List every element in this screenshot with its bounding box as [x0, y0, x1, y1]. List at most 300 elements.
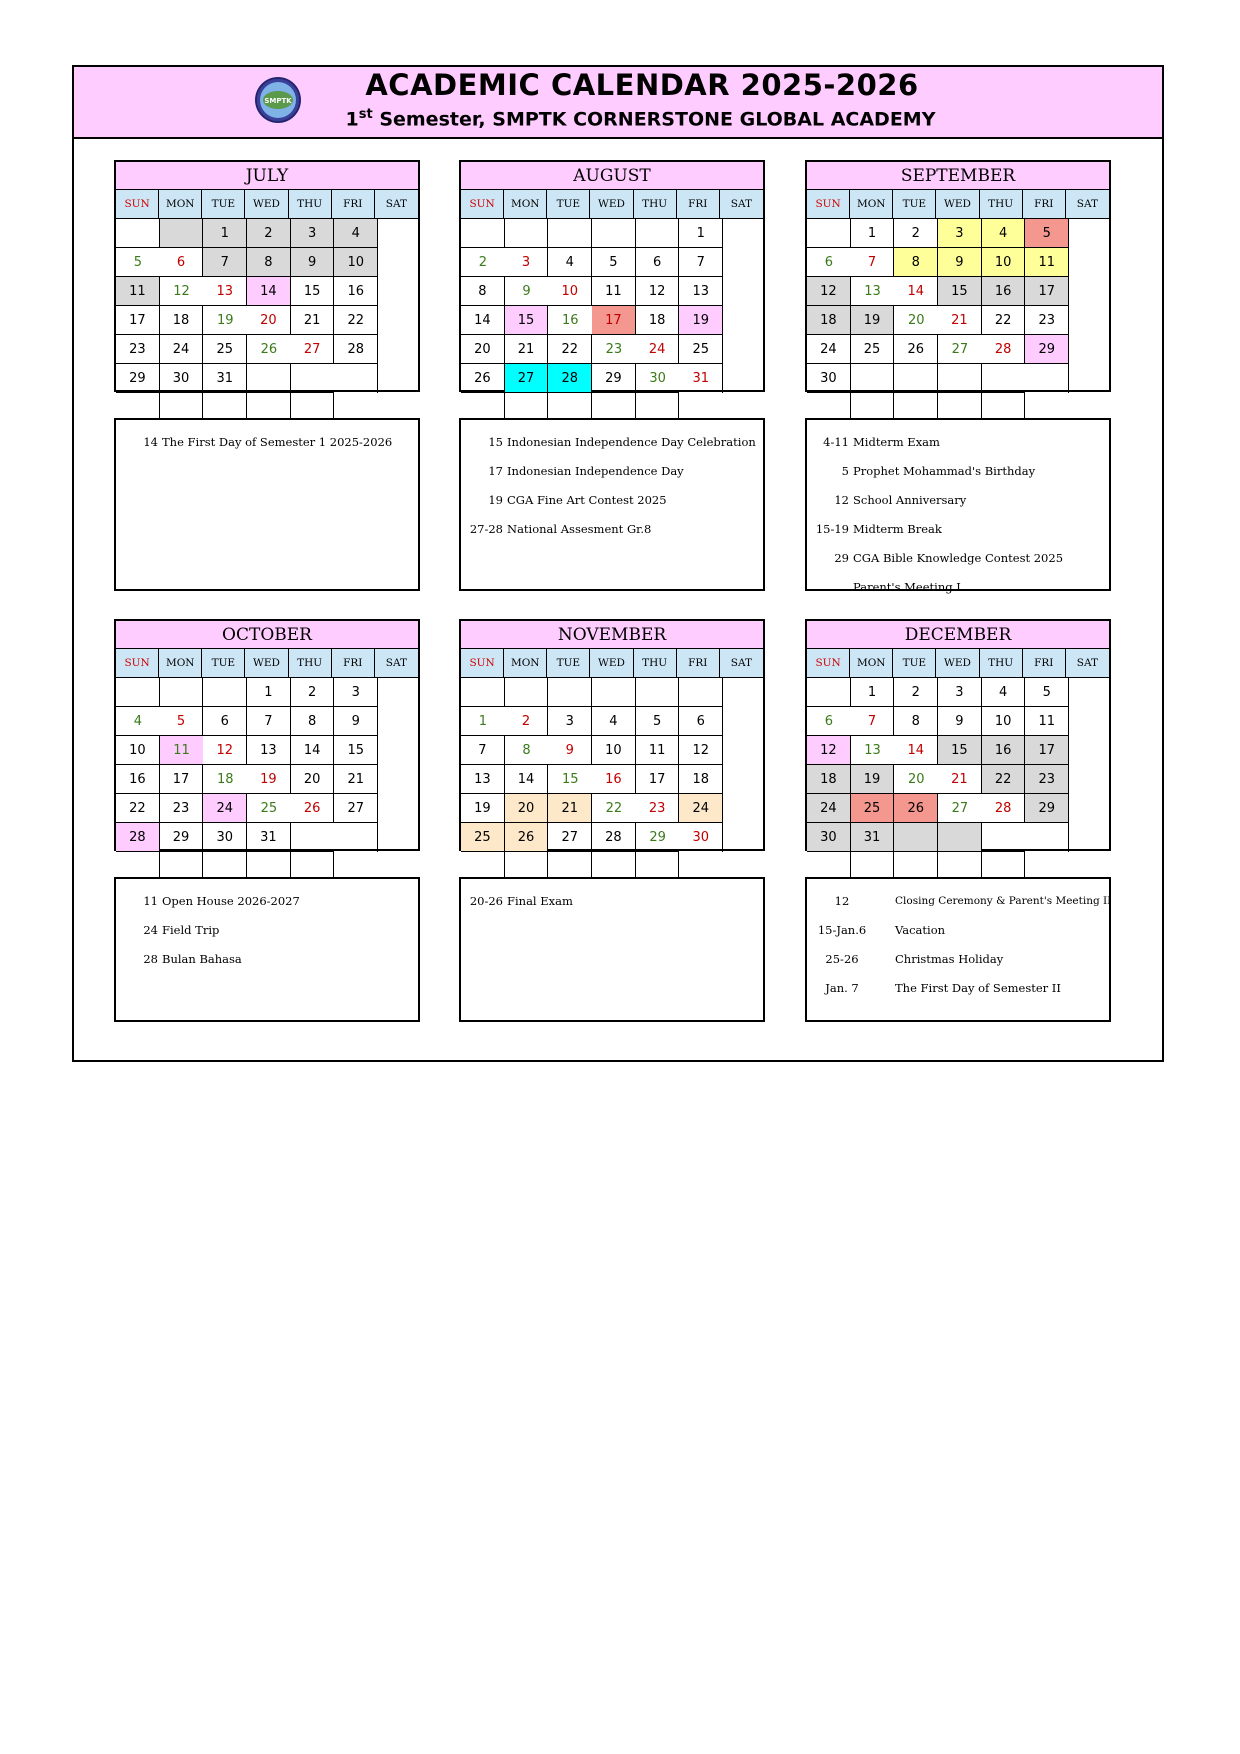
day-cell: 23: [116, 335, 160, 364]
weekday-tue: TUE: [893, 190, 936, 218]
day-cell: 3: [505, 248, 549, 277]
empty-cell: [247, 364, 291, 393]
weekday-sun: SUN: [807, 190, 850, 218]
day-grid: [807, 678, 1109, 881]
weekday-mon: MON: [159, 649, 202, 677]
day-cell: 24: [636, 335, 680, 364]
events-november: [459, 877, 765, 1022]
day-cell: 16: [548, 306, 592, 335]
weekday-sat: SAT: [385, 198, 408, 210]
day-cell: 18: [203, 765, 247, 794]
day-cell: 31: [203, 364, 247, 393]
empty-cell: [1025, 823, 1069, 852]
day-grid: [807, 219, 1109, 422]
empty-cell: [592, 219, 636, 248]
weekday-sat: SAT: [730, 198, 753, 210]
day-cell: 11: [160, 736, 204, 765]
day-cell: 27: [938, 794, 982, 823]
day-cell: 19: [851, 765, 895, 794]
empty-cell: [894, 364, 938, 393]
weekday-header: [461, 190, 763, 219]
empty-cell: [334, 364, 378, 393]
day-cell: 14: [247, 277, 291, 306]
day-cell: 7: [203, 248, 247, 277]
day-cell: 30: [160, 364, 204, 393]
day-cell: 10: [982, 707, 1026, 736]
day-cell: 8: [247, 248, 291, 277]
empty-cell: [807, 219, 851, 248]
event-item: [461, 432, 763, 452]
weekday-thu: THU: [634, 649, 677, 677]
day-cell: 15: [291, 277, 335, 306]
weekday-sun: SUN: [116, 649, 159, 677]
day-cell: 8: [894, 707, 938, 736]
day-cell: 17: [592, 306, 636, 335]
event-text: The First Day of Semester 1 2025-2026: [162, 435, 393, 449]
event-text: Final Exam: [507, 894, 573, 908]
day-cell: 10: [982, 248, 1026, 277]
day-cell: 24: [160, 335, 204, 364]
day-cell: 8: [894, 248, 938, 277]
day-cell: 15: [334, 736, 378, 765]
event-item: [807, 490, 1109, 510]
day-cell: 23: [636, 794, 680, 823]
day-cell: 4: [548, 248, 592, 277]
day-cell: 30: [203, 823, 247, 852]
day-cell: 25: [203, 335, 247, 364]
day-cell: 14: [894, 277, 938, 306]
day-cell: 9: [334, 707, 378, 736]
weekday-sat: SAT: [1076, 198, 1099, 210]
event-item: [116, 891, 418, 911]
event-item: [807, 519, 1109, 539]
event-text: Field Trip: [162, 923, 220, 937]
day-cell: 11: [1025, 248, 1069, 277]
day-cell: 5: [160, 707, 204, 736]
day-cell: 10: [116, 736, 160, 765]
weekday-wed: WED: [936, 190, 979, 218]
day-cell: 2: [247, 219, 291, 248]
weekday-tue: TUE: [547, 190, 590, 218]
empty-cell: [807, 678, 851, 707]
weekday-sun: SUN: [116, 190, 159, 218]
event-item: [807, 577, 1109, 597]
weekday-fri: FRI: [677, 649, 720, 677]
day-cell: 14: [461, 306, 505, 335]
month-name: SEPTEMBER: [807, 162, 1109, 190]
day-cell: 22: [982, 306, 1026, 335]
day-cell: 24: [807, 794, 851, 823]
weekday-fri: FRI: [1023, 649, 1066, 677]
day-cell: 28: [982, 335, 1026, 364]
empty-cell: [116, 219, 160, 248]
event-item: [807, 461, 1109, 481]
day-cell: 27: [505, 364, 549, 393]
event-text: CGA Bible Knowledge Contest 2025: [853, 551, 1064, 565]
weekday-thu: THU: [634, 190, 677, 218]
empty-cell: [461, 219, 505, 248]
event-date: 20-26: [469, 894, 503, 908]
day-cell: 29: [636, 823, 680, 852]
day-cell: 3: [938, 678, 982, 707]
empty-cell: [203, 678, 247, 707]
day-cell: 4: [334, 219, 378, 248]
weekday-tue: TUE: [202, 649, 245, 677]
day-cell: 30: [807, 364, 851, 393]
day-cell: 20: [291, 765, 335, 794]
day-cell: 26: [505, 823, 549, 852]
event-text: National Assesment Gr.8: [507, 522, 652, 536]
empty-cell: [592, 678, 636, 707]
day-cell: 5: [636, 707, 680, 736]
day-cell: 20: [461, 335, 505, 364]
day-cell: 2: [291, 678, 335, 707]
day-cell: 1: [247, 678, 291, 707]
weekday-fri: FRI: [332, 649, 375, 677]
day-cell: 14: [291, 736, 335, 765]
month-name: JULY: [116, 162, 418, 190]
weekday-wed: WED: [590, 190, 633, 218]
empty-cell: [291, 823, 335, 852]
weekday-mon: MON: [850, 190, 893, 218]
day-grid: [116, 678, 418, 881]
event-text: Open House 2026-2027: [162, 894, 300, 908]
empty-cell: [679, 678, 723, 707]
empty-cell: [160, 219, 204, 248]
event-date: 24: [143, 923, 158, 937]
day-cell: 26: [247, 335, 291, 364]
weekday-wed: WED: [936, 649, 979, 677]
event-date: 27-28: [469, 522, 503, 536]
day-cell: 21: [938, 306, 982, 335]
day-cell: 16: [982, 277, 1026, 306]
month-name: OCTOBER: [116, 621, 418, 649]
month-july: [114, 160, 420, 392]
page-title: ACADEMIC CALENDAR 2025-2026: [365, 68, 919, 102]
weekday-tue: TUE: [202, 190, 245, 218]
day-cell: 18: [807, 765, 851, 794]
month-name: DECEMBER: [807, 621, 1109, 649]
event-item: [807, 548, 1109, 568]
empty-cell: [636, 219, 680, 248]
day-cell: 11: [636, 736, 680, 765]
month-name: NOVEMBER: [461, 621, 763, 649]
day-cell: 21: [334, 765, 378, 794]
day-cell: 1: [461, 707, 505, 736]
day-cell: 19: [247, 765, 291, 794]
event-item: [807, 978, 1109, 998]
weekday-sat: SAT: [730, 657, 753, 669]
subtitle-ordinal: st: [358, 107, 373, 122]
day-cell: 30: [636, 364, 680, 393]
day-cell: 20: [247, 306, 291, 335]
event-date: 25-26: [825, 952, 859, 966]
day-cell: 1: [851, 678, 895, 707]
event-item: [461, 519, 763, 539]
day-cell: 13: [203, 277, 247, 306]
weekday-header: [807, 190, 1109, 219]
day-cell: 6: [160, 248, 204, 277]
day-cell: 19: [461, 794, 505, 823]
event-text: CGA Fine Art Contest 2025: [507, 493, 667, 507]
day-grid: [461, 219, 763, 422]
day-grid: [461, 678, 763, 881]
day-cell: 7: [247, 707, 291, 736]
day-cell: 21: [548, 794, 592, 823]
event-text: School Anniversary: [853, 493, 967, 507]
empty-cell: [894, 823, 938, 852]
day-cell: 23: [592, 335, 636, 364]
day-cell: 7: [851, 248, 895, 277]
subtitle-number: 1: [345, 108, 359, 131]
empty-cell: [938, 823, 982, 852]
day-cell: 7: [679, 248, 723, 277]
day-cell: 13: [461, 765, 505, 794]
events-july: [114, 418, 420, 591]
day-cell: 10: [592, 736, 636, 765]
day-cell: 1: [679, 219, 723, 248]
day-cell: 31: [851, 823, 895, 852]
day-cell: 7: [461, 736, 505, 765]
day-cell: 22: [548, 335, 592, 364]
weekday-fri: FRI: [332, 190, 375, 218]
weekday-header: [461, 649, 763, 678]
day-cell: 20: [894, 306, 938, 335]
event-date: 15-Jan.6: [817, 923, 867, 937]
day-cell: 12: [807, 277, 851, 306]
empty-cell: [116, 678, 160, 707]
day-cell: 23: [1025, 765, 1069, 794]
day-cell: 24: [807, 335, 851, 364]
day-cell: 12: [807, 736, 851, 765]
weekday-thu: THU: [289, 649, 332, 677]
empty-cell: [160, 678, 204, 707]
day-cell: 20: [894, 765, 938, 794]
day-cell: 6: [679, 707, 723, 736]
day-cell: 25: [851, 335, 895, 364]
event-item: [461, 461, 763, 481]
event-item: [807, 432, 1109, 452]
day-cell: 1: [851, 219, 895, 248]
event-text: Parent's Meeting I: [853, 580, 961, 594]
day-cell: 6: [807, 707, 851, 736]
day-cell: 28: [982, 794, 1026, 823]
day-cell: 12: [203, 736, 247, 765]
day-cell: 6: [807, 248, 851, 277]
day-cell: 6: [203, 707, 247, 736]
event-date: 28: [143, 952, 158, 966]
day-cell: 18: [160, 306, 204, 335]
event-item: [116, 432, 418, 452]
day-cell: 28: [334, 335, 378, 364]
month-august: [459, 160, 765, 392]
empty-cell: [851, 364, 895, 393]
day-cell: 28: [592, 823, 636, 852]
day-cell: 13: [679, 277, 723, 306]
empty-cell: [548, 678, 592, 707]
day-cell: 3: [548, 707, 592, 736]
day-cell: 10: [334, 248, 378, 277]
day-cell: 26: [894, 794, 938, 823]
day-cell: 16: [116, 765, 160, 794]
day-cell: 12: [679, 736, 723, 765]
day-cell: 29: [160, 823, 204, 852]
event-text: Prophet Mohammad's Birthday: [853, 464, 1036, 478]
weekday-tue: TUE: [893, 649, 936, 677]
empty-cell: [1025, 364, 1069, 393]
day-cell: 27: [291, 335, 335, 364]
day-cell: 9: [548, 736, 592, 765]
day-cell: 13: [247, 736, 291, 765]
day-cell: 2: [461, 248, 505, 277]
svg-text:SMPTK: SMPTK: [264, 97, 292, 105]
day-cell: 31: [247, 823, 291, 852]
day-cell: 8: [505, 736, 549, 765]
weekday-thu: THU: [980, 190, 1023, 218]
day-cell: 29: [1025, 794, 1069, 823]
weekday-header: [807, 649, 1109, 678]
weekday-thu: THU: [289, 190, 332, 218]
day-cell: 5: [116, 248, 160, 277]
day-cell: 29: [116, 364, 160, 393]
day-cell: 5: [1025, 219, 1069, 248]
day-cell: 19: [679, 306, 723, 335]
day-cell: 27: [548, 823, 592, 852]
event-item: [116, 920, 418, 940]
day-cell: 12: [160, 277, 204, 306]
day-cell: 22: [116, 794, 160, 823]
day-cell: 3: [291, 219, 335, 248]
day-cell: 19: [851, 306, 895, 335]
empty-cell: [291, 364, 335, 393]
event-date: 19: [488, 493, 503, 507]
day-cell: 4: [982, 678, 1026, 707]
weekday-header: [116, 649, 418, 678]
day-cell: 14: [894, 736, 938, 765]
events-december: [805, 877, 1111, 1022]
weekday-mon: MON: [850, 649, 893, 677]
day-cell: 26: [894, 335, 938, 364]
day-cell: 7: [851, 707, 895, 736]
day-cell: 25: [679, 335, 723, 364]
day-cell: 25: [461, 823, 505, 852]
day-cell: 22: [982, 765, 1026, 794]
event-date: Jan. 7: [825, 981, 859, 995]
weekday-sun: SUN: [461, 649, 504, 677]
day-cell: 2: [894, 219, 938, 248]
day-cell: 30: [679, 823, 723, 852]
day-cell: 17: [160, 765, 204, 794]
day-cell: 16: [592, 765, 636, 794]
day-cell: 19: [203, 306, 247, 335]
day-cell: 6: [636, 248, 680, 277]
weekday-sat: SAT: [385, 657, 408, 669]
event-text: Midterm Exam: [853, 435, 940, 449]
day-cell: 16: [982, 736, 1026, 765]
weekday-mon: MON: [504, 649, 547, 677]
event-date: 15-19: [815, 522, 849, 536]
event-item: [461, 891, 763, 911]
day-cell: 8: [291, 707, 335, 736]
day-cell: 26: [291, 794, 335, 823]
day-cell: 4: [982, 219, 1026, 248]
empty-cell: [505, 219, 549, 248]
day-cell: 17: [636, 765, 680, 794]
event-text: Indonesian Independence Day Celebration: [507, 435, 756, 449]
event-item: [116, 949, 418, 969]
day-cell: 11: [116, 277, 160, 306]
day-cell: 9: [291, 248, 335, 277]
day-cell: 27: [334, 794, 378, 823]
events-august: [459, 418, 765, 591]
events-october: [114, 877, 420, 1022]
day-cell: 23: [160, 794, 204, 823]
day-cell: 16: [334, 277, 378, 306]
event-text: Midterm Break: [853, 522, 942, 536]
event-date: 11: [143, 894, 158, 908]
events-september: [805, 418, 1111, 594]
event-text: Bulan Bahasa: [162, 952, 242, 966]
day-cell: 4: [116, 707, 160, 736]
calendar-header: [74, 67, 1162, 139]
day-cell: 11: [592, 277, 636, 306]
day-cell: 21: [291, 306, 335, 335]
day-cell: 13: [851, 277, 895, 306]
day-cell: 26: [461, 364, 505, 393]
day-cell: 15: [505, 306, 549, 335]
weekday-thu: THU: [980, 649, 1023, 677]
event-text: Christmas Holiday: [895, 952, 1004, 966]
day-cell: 5: [592, 248, 636, 277]
day-cell: 17: [1025, 277, 1069, 306]
day-cell: 11: [1025, 707, 1069, 736]
day-cell: 15: [548, 765, 592, 794]
empty-cell: [334, 823, 378, 852]
day-cell: 2: [505, 707, 549, 736]
event-date: 29: [834, 551, 849, 565]
event-date: 12: [834, 493, 849, 507]
empty-cell: [982, 823, 1026, 852]
day-cell: 18: [679, 765, 723, 794]
weekday-sun: SUN: [461, 190, 504, 218]
event-text: Indonesian Independence Day: [507, 464, 684, 478]
event-item: [807, 920, 1109, 940]
day-cell: 3: [938, 219, 982, 248]
event-date: 15: [488, 435, 503, 449]
event-date: 12: [834, 894, 850, 908]
weekday-header: [116, 190, 418, 219]
subtitle-text: Semester, SMPTK CORNERSTONE GLOBAL ACADEMY: [372, 108, 936, 131]
event-date: 17: [488, 464, 503, 478]
event-date: 5: [841, 464, 849, 478]
day-cell: 17: [1025, 736, 1069, 765]
day-cell: 20: [505, 794, 549, 823]
day-cell: 23: [1025, 306, 1069, 335]
month-october: [114, 619, 420, 851]
day-cell: 15: [938, 736, 982, 765]
day-cell: 28: [116, 823, 160, 852]
day-cell: 5: [1025, 678, 1069, 707]
day-cell: 14: [505, 765, 549, 794]
day-cell: 1: [203, 219, 247, 248]
day-cell: 31: [679, 364, 723, 393]
day-cell: 30: [807, 823, 851, 852]
day-cell: 29: [1025, 335, 1069, 364]
empty-cell: [938, 364, 982, 393]
empty-cell: [982, 364, 1026, 393]
day-cell: 29: [592, 364, 636, 393]
day-cell: 9: [505, 277, 549, 306]
